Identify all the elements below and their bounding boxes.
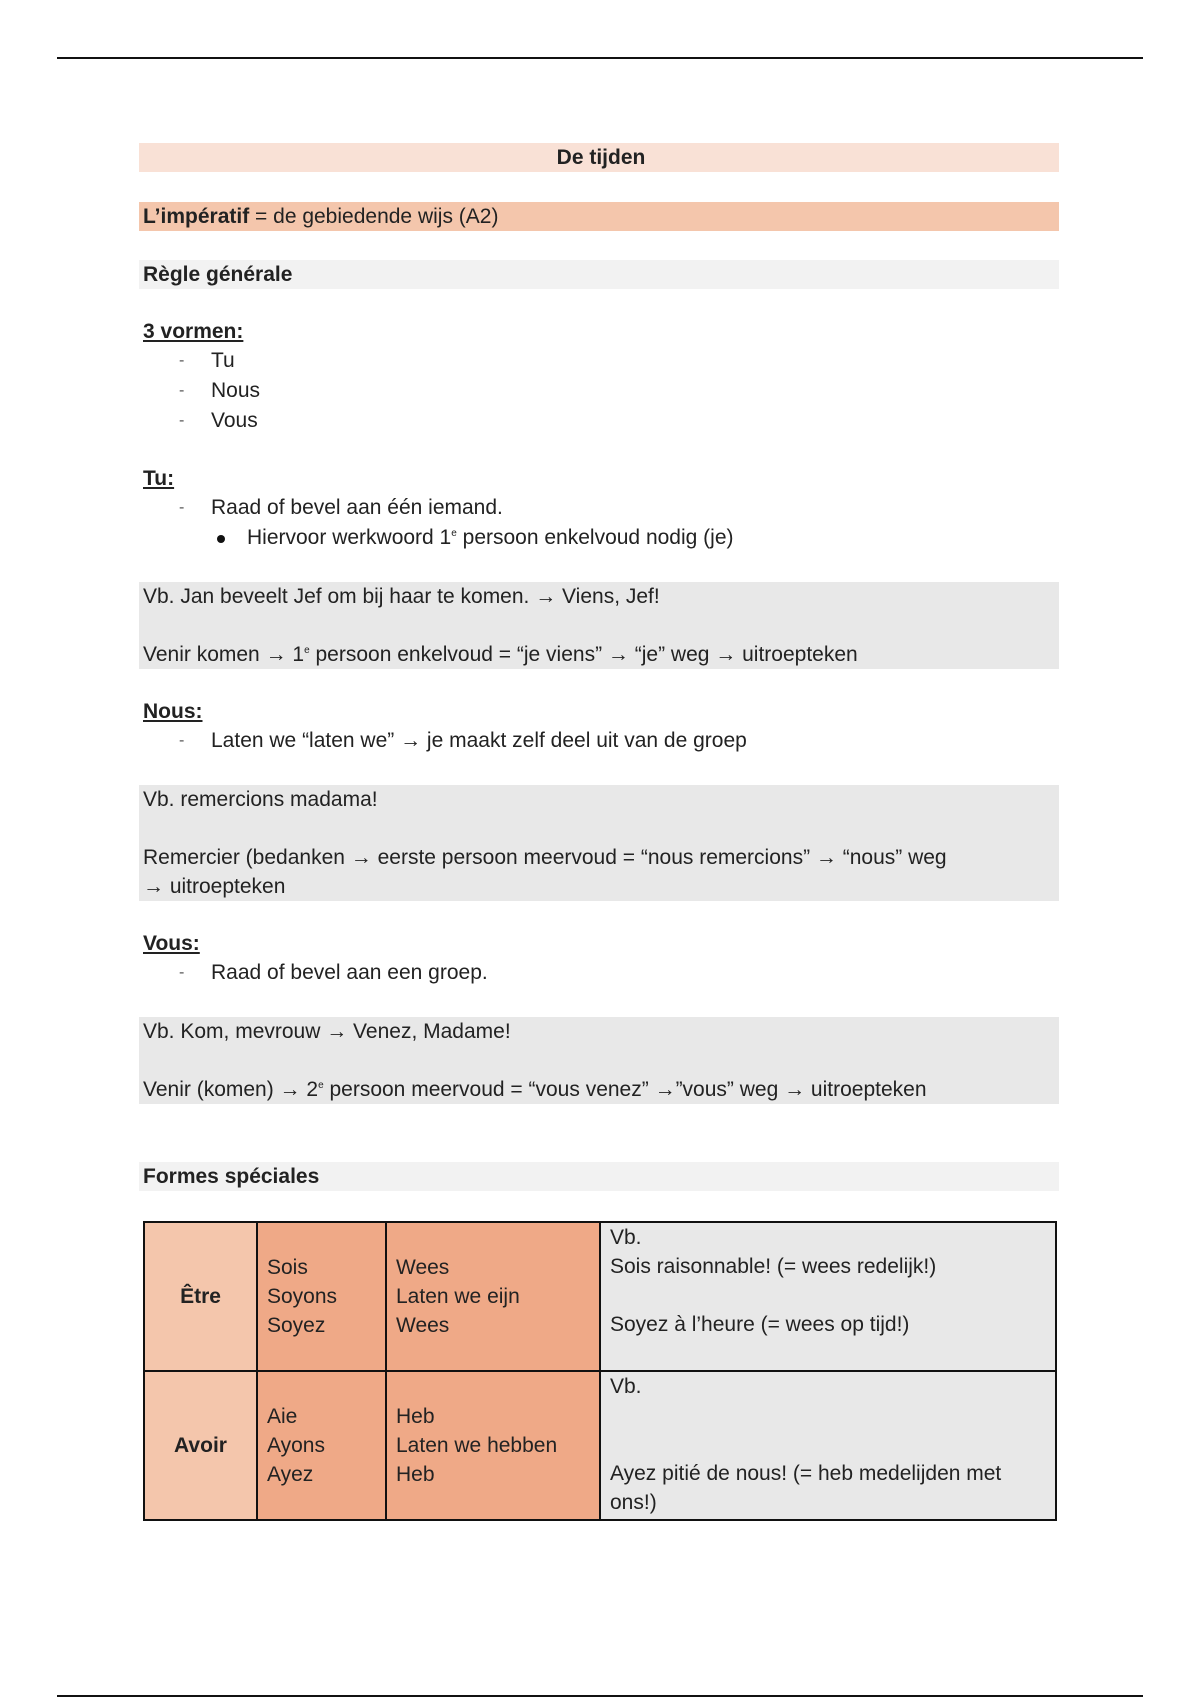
dutch-forms-cell: Heb Laten we hebben Heb	[386, 1371, 600, 1520]
example-line: Vb. Jan beveelt Jef om bij haar te komen. → Viens, Jef!	[143, 585, 660, 608]
example-line: Venir komen → $1^e$ persoon enkelvoud = “je viens” → “je” weg → uitroepteken	[143, 643, 858, 666]
french-forms-cell: Aie Ayons Ayez	[257, 1371, 386, 1520]
tu-heading: Tu:	[143, 467, 175, 490]
page-title: De tijden	[139, 143, 1059, 172]
tu-list	[139, 493, 1059, 523]
nous-list	[139, 726, 1059, 756]
nous-heading: Nous:	[143, 700, 203, 723]
example-line: Remercier (bedanken → eerste persoon meervoud = “nous remercions” → “nous” weg	[143, 846, 947, 869]
list-item: - Laten we “laten we” → je maakt zelf deel uit van de groep	[179, 726, 1059, 756]
list-item: - Nous	[179, 376, 1059, 406]
list-item: - Raad of bevel aan een groep.	[179, 958, 1059, 988]
forms-heading: 3 vormen:	[143, 320, 244, 343]
list-item: Hiervoor werkwoord 1e persoon enkelvoud nodig (je)	[215, 523, 1059, 553]
document-body	[139, 143, 1059, 1521]
list-item: - Vous	[179, 406, 1059, 436]
example-cell: Vb. Sois raisonnable! (= wees redelijk!) Soyez à l’heure (= wees op tijd!)	[600, 1222, 1056, 1371]
example-line: Vb. Kom, mevrouw → Venez, Madame!	[143, 1020, 511, 1043]
vous-heading: Vous:	[143, 932, 200, 955]
tu-sublist	[139, 523, 1059, 553]
dutch-forms-cell: Wees Laten we eijn Wees	[386, 1222, 600, 1371]
formes-speciales-table	[143, 1221, 1057, 1521]
top-rule	[57, 57, 1143, 59]
example-cell: Vb. Ayez pitié de nous! (= heb medelijden met ons!)	[600, 1371, 1056, 1520]
forms-list	[139, 346, 1059, 436]
subject-definition: = de gebiedende wijs (A2)	[249, 205, 499, 228]
section-regle-generale: Règle générale	[139, 260, 1059, 289]
nous-example	[139, 785, 1059, 901]
table-row	[144, 1222, 1056, 1371]
table-row	[144, 1371, 1056, 1520]
subject-term: L’impératif	[143, 205, 250, 228]
verb-cell: Être	[144, 1222, 257, 1371]
bottom-rule	[57, 1695, 1143, 1697]
tu-example	[139, 582, 1059, 669]
example-line: → uitroepteken	[143, 875, 286, 898]
list-item: - Tu	[179, 346, 1059, 376]
vous-example	[139, 1017, 1059, 1104]
example-line: Venir (komen) → $2^e$ persoon meervoud = “vous venez” →”vous” weg → uitroepteken	[143, 1078, 927, 1101]
list-item: - Raad of bevel aan één iemand.	[179, 493, 1059, 523]
verb-cell: Avoir	[144, 1371, 257, 1520]
vous-list	[139, 958, 1059, 988]
subject-band	[139, 202, 1059, 231]
section-formes-speciales: Formes spéciales	[139, 1162, 1059, 1191]
example-line: Vb. remercions madama!	[143, 788, 378, 811]
french-forms-cell: Sois Soyons Soyez	[257, 1222, 386, 1371]
